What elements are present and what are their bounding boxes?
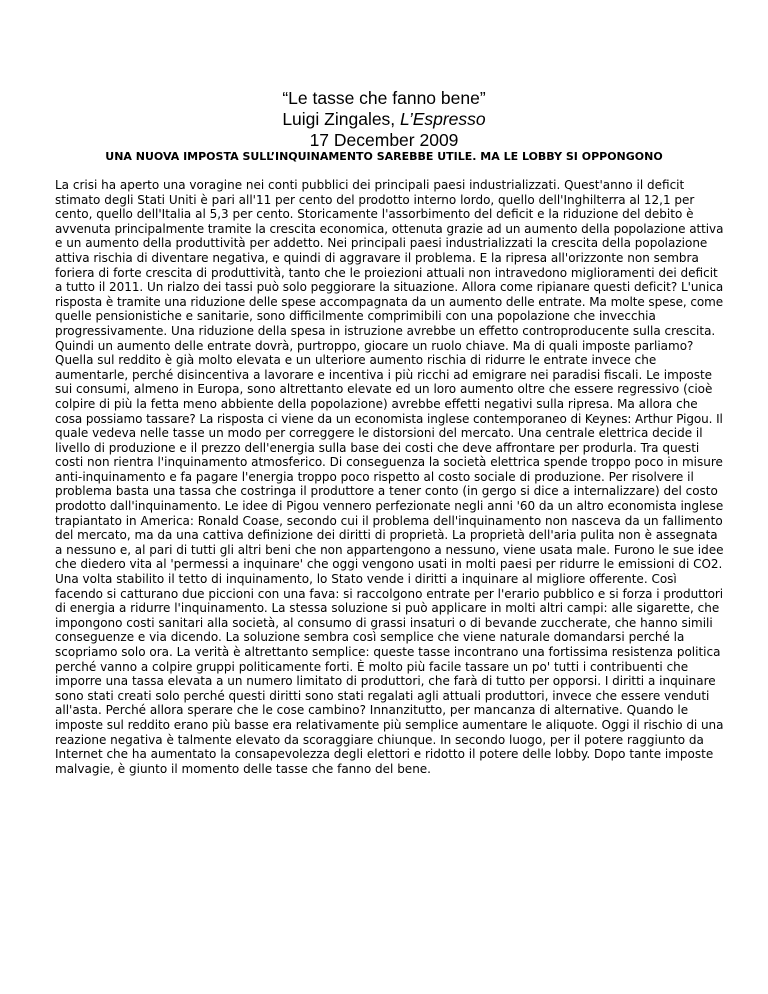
body-line: Una volta stabilito il tetto di inquinamento, lo Stato vende i diritti a inquinare al migliore offerente. Così <box>55 572 677 587</box>
body-line: e un aumento della produttività per addetto. Nei principali paesi industrializzati la crescita della popolazione <box>55 236 708 251</box>
body-line: La crisi ha aperto una voragine nei conti pubblici dei principali paesi industrializzati. Quest'anno il deficit <box>55 178 685 192</box>
body-line: imporre una tassa elevata a un numero limitato di produttori, che farà di tutto per opporsi. I diritti a inquinare <box>55 674 716 689</box>
body-line: attiva rischia di diventare negativa, e quindi di aggravare il problema. E la ripresa all'orizzonte non sembra <box>55 250 699 265</box>
body-line: a nessuno e, al pari di tutti gli altri beni che non appartengono a nessuno, viene usata male. Furono le sue idee <box>55 542 724 557</box>
body-line: Quindi un aumento delle entrate dovrà, purtroppo, giocare un ruolo chiave. Ma di quali imposte parliamo? <box>55 338 694 353</box>
article-header <box>0 88 768 151</box>
body-line: scopriamo solo ora. La verità è altrettanto semplice: queste tasse incontrano una fortissima resistenza politica <box>55 645 721 659</box>
author-name: Luigi Zingales, <box>282 109 401 129</box>
body-line: imposte sul reddito erano più basse era relativamente più semplice aumentare le aliquote. Oggi il rischio di una <box>55 717 724 732</box>
article-date: 17 December 2009 <box>309 130 459 150</box>
body-line: del mercato, ma da una cattiva definizione dei diritti di proprietà. La proprietà dell'aria pulita non è assegnata <box>55 528 718 543</box>
body-line: all'asta. Perché allora sperare che le cose cambino? Innanzitutto, per mancanza di alternative. Quando le <box>55 703 689 718</box>
body-line: stimato degli Stati Uniti è pari all'11 per cento del prodotto interno lordo, quello dell'Inghilterra al 12,1 per <box>55 192 695 207</box>
body-line: Quella sul reddito è già molto elevata e un ulteriore aumento rischia di ridurre le entrate invece che <box>55 353 657 368</box>
body-line: sui consumi, almeno in Europa, sono altrettanto elevate ed un loro aumento oltre che essere regressivo (cioè <box>55 382 713 397</box>
article-byline <box>0 109 768 130</box>
body-line: Internet che ha aumentato la consapevolezza degli elettori e ridotto il potere delle lobby. Dopo tante imposte <box>55 747 714 762</box>
body-line: reazione negativa è talmente elevato da scoraggiare chiunque. In secondo luogo, per il potere raggiunto da <box>55 732 704 747</box>
body-line: facendo si catturano due piccioni con una fava: si raccolgono entrate per l'erario pubblico e si forza i produttori <box>55 586 724 601</box>
body-line: conseguenze e via dicendo. La soluzione sembra così semplice che viene naturale domandarsi perché la <box>55 630 685 645</box>
body-line: perché vanno a colpire gruppi politicamente forti. È molto più facile tassare un po' tutti i contribuenti che <box>55 659 689 674</box>
body-line: aumentarle, perché disincentiva a lavorare e incentiva i più ricchi ad emigrare nei paradisi fiscali. Le imposte <box>55 367 713 382</box>
body-line: trapiantato in America: Ronald Coase, secondo cui il problema dell'inquinamento non nasceva da un fallimento <box>55 513 723 528</box>
body-line: avvenuta principalmente tramite la crescita economica, ottenuta grazie ad un aumento della popolazione attiva <box>55 221 724 236</box>
body-line: problema basta una tassa che costringa il produttore a tener conto (in gergo si dice a internalizzare) del costo <box>55 484 718 499</box>
body-line: prodotto dall'inquinamento. Le idee di Pigou vennero perfezionate negli anni '60 da un altro economista inglese <box>55 499 724 514</box>
body-line: quelle pensionistiche e sanitarie, sono difficilmente comprimibili con una popolazione che invecchia <box>55 309 656 324</box>
publication-name: L’Espresso <box>400 109 486 129</box>
body-line: malvagie, è giunto il momento delle tasse che fanno del bene. <box>55 761 431 776</box>
article-subheadline: UNA NUOVA IMPOSTA SULL’INQUINAMENTO SAREBBE UTILE. MA LE LOBBY SI OPPONGONO <box>105 150 663 163</box>
body-line: che diedero vita al 'permessi a inquinare' che oggi vengono usati in molti paesi per ridurre le emissioni di CO2. <box>55 557 723 572</box>
body-line: di energia a ridurre l'inquinamento. La stessa soluzione si può applicare in molti altri campi: alle sigarette, che <box>55 601 720 616</box>
body-line: risposta è tramite una riduzione delle spese accompagnata da un aumento delle entrate. Ma molte spese, come <box>55 294 724 309</box>
body-line: anti-inquinamento e fa pagare l'energia troppo poco rispetto al costo sociale di produzione. Per risolvere il <box>55 469 694 484</box>
body-line: colpire di più la fetta meno abbiente della popolazione) avrebbe effetti negativi sulla ripresa. Ma allora che <box>55 396 698 411</box>
body-line: impongono costi sanitari alla società, al consumo di grassi insaturi o di bevande zuccherate, che hanno simili <box>55 615 713 630</box>
body-line: cento, quello dell'Italia al 5,3 per cento. Storicamente l'assorbimento del deficit e la riduzione del debito è <box>55 207 694 222</box>
article-title: “Le tasse che fanno bene” <box>282 88 486 108</box>
body-line: livello di produzione e il prezzo dell'energia sulla base dei costi che deve affrontare per produrla. Tra questi <box>55 440 700 455</box>
body-line: quale vedeva nelle tasse un modo per correggere le distorsioni del mercato. Una centrale elettrica decide il <box>55 426 703 441</box>
body-line: progressivamente. Una riduzione della spesa in istruzione avrebbe un effetto controproducente sulla crescita. <box>55 323 716 338</box>
body-line: cosa possiamo tassare? La risposta ci viene da un economista inglese contemporaneo di Keynes: Arthur Pigou. Il <box>55 411 723 426</box>
article-body <box>55 178 724 776</box>
body-line: sono stati creati solo perché questi diritti sono stati regalati agli attuali produttori, invece che essere venduti <box>55 688 710 703</box>
body-line: a tutto il 2011. Un rialzo dei tassi può solo peggiorare la situazione. Allora come ripianare questi deficit? L'unica <box>55 280 724 295</box>
body-line: foriera di forte crescita di produttività, tanto che le proiezioni attuali non intravedono miglioramenti dei deficit <box>55 265 718 280</box>
body-line: costi non rientra l'inquinamento atmosferico. Di conseguenza la società elettrica spende troppo poco in misure <box>55 455 723 470</box>
